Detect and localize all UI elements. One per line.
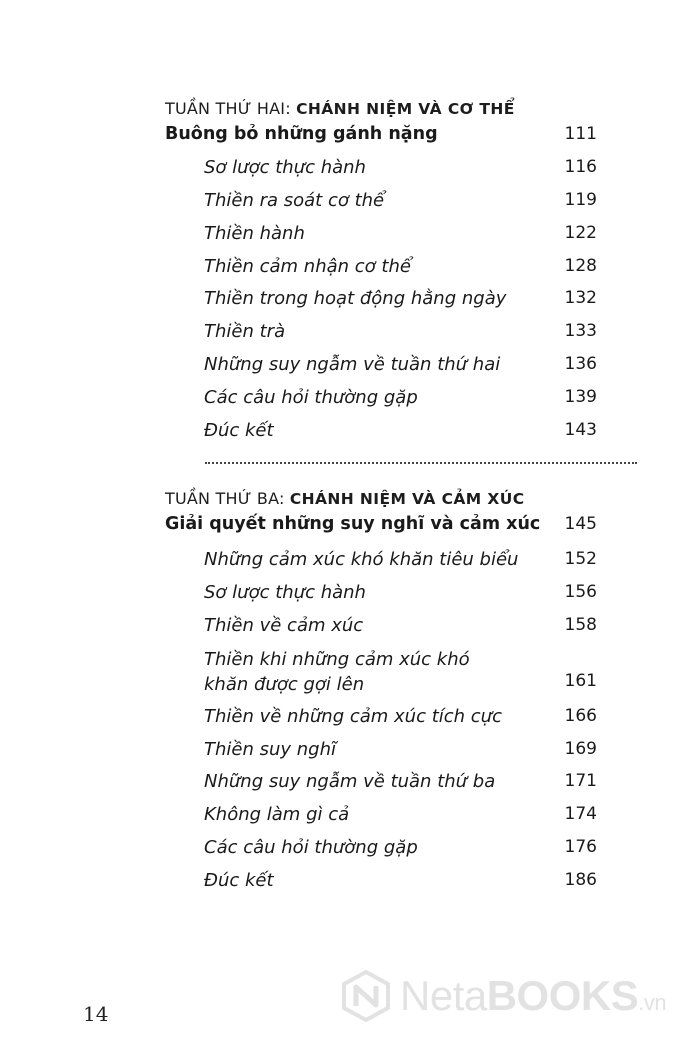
toc-entry-title: Thiền ra soát cơ thể	[204, 190, 385, 211]
toc-page-number: 152	[564, 549, 597, 569]
toc-entry-title: Đúc kết	[204, 870, 274, 891]
toc-page-number: 145	[564, 514, 597, 534]
week-three-heading	[165, 489, 525, 508]
toc-entry-title: Sơ lược thực hành	[204, 582, 366, 603]
toc-chapter-title: Buông bỏ những gánh nặng	[165, 124, 438, 144]
toc-page-number: 161	[564, 671, 597, 691]
week-two-title: CHÁNH NIỆM VÀ CƠ THỂ	[296, 100, 515, 118]
toc-page-number: 116	[564, 157, 597, 177]
toc-entry-title: Thiền về cảm xúc	[204, 615, 364, 636]
toc-page-number: 132	[564, 288, 597, 308]
section-divider	[205, 462, 637, 464]
toc-entry-title: Thiền cảm nhận cơ thể	[204, 256, 411, 277]
toc-entry-title: Thiền khi những cảm xúc khó khăn được gợi lên	[204, 649, 470, 695]
week-three-title: CHÁNH NIỆM VÀ CẢM XÚC	[289, 490, 525, 508]
toc-page-number: 176	[564, 837, 597, 857]
toc-page-number: 128	[564, 256, 597, 276]
toc-entry-title: Những suy ngẫm về tuần thứ ba	[204, 771, 496, 792]
toc-entry-title: Những cảm xúc khó khăn tiêu biểu	[204, 549, 519, 570]
week-three-label: TUẦN THỨ BA:	[165, 489, 290, 508]
toc-page-number: 186	[564, 870, 597, 890]
toc-page-number: 174	[564, 804, 597, 824]
toc-page-number: 171	[564, 771, 597, 791]
watermark-tld: .vn	[638, 990, 667, 1015]
toc-entry-title: Thiền suy nghĩ	[204, 739, 337, 760]
toc-page-number: 122	[564, 223, 597, 243]
toc-entry-title: Thiền trong hoạt động hằng ngày	[204, 288, 507, 309]
toc-page-number: 139	[564, 387, 597, 407]
netabooks-logo-icon	[340, 970, 392, 1022]
toc-entry-title: Các câu hỏi thường gặp	[204, 387, 418, 408]
toc-page-number: 119	[564, 190, 597, 210]
watermark-text	[400, 972, 666, 1020]
toc-page-number: 111	[564, 124, 597, 144]
toc-entry-title: Thiền trà	[204, 321, 286, 342]
toc-entry-title: Không làm gì cả	[204, 804, 350, 825]
toc-page-number: 156	[564, 582, 597, 602]
toc-entry-title: Thiền về những cảm xúc tích cực	[204, 706, 502, 727]
toc-chapter-title: Giải quyết những suy nghĩ và cảm xúc	[165, 514, 541, 534]
toc-page-number: 158	[564, 615, 597, 635]
toc-page-number: 133	[564, 321, 597, 341]
watermark-brand-thin: Neta	[400, 972, 487, 1019]
watermark	[340, 966, 685, 1028]
toc-entry-title: Thiền hành	[204, 223, 305, 244]
toc-page-number: 143	[564, 420, 597, 440]
toc-page-number: 169	[564, 739, 597, 759]
toc-page-number: 136	[564, 354, 597, 374]
page-number: 14	[83, 1002, 109, 1026]
toc-entry-title: Đúc kết	[204, 420, 274, 441]
week-two-label: TUẦN THỨ HAI:	[165, 99, 297, 118]
toc-entry-title: Sơ lược thực hành	[204, 157, 366, 178]
toc-entry-title: Những suy ngẫm về tuần thứ hai	[204, 354, 501, 375]
week-two-heading	[165, 99, 515, 118]
toc-page-number: 166	[564, 706, 597, 726]
toc-entry-title: Các câu hỏi thường gặp	[204, 837, 418, 858]
watermark-brand-bold: BOOKS	[486, 972, 639, 1019]
